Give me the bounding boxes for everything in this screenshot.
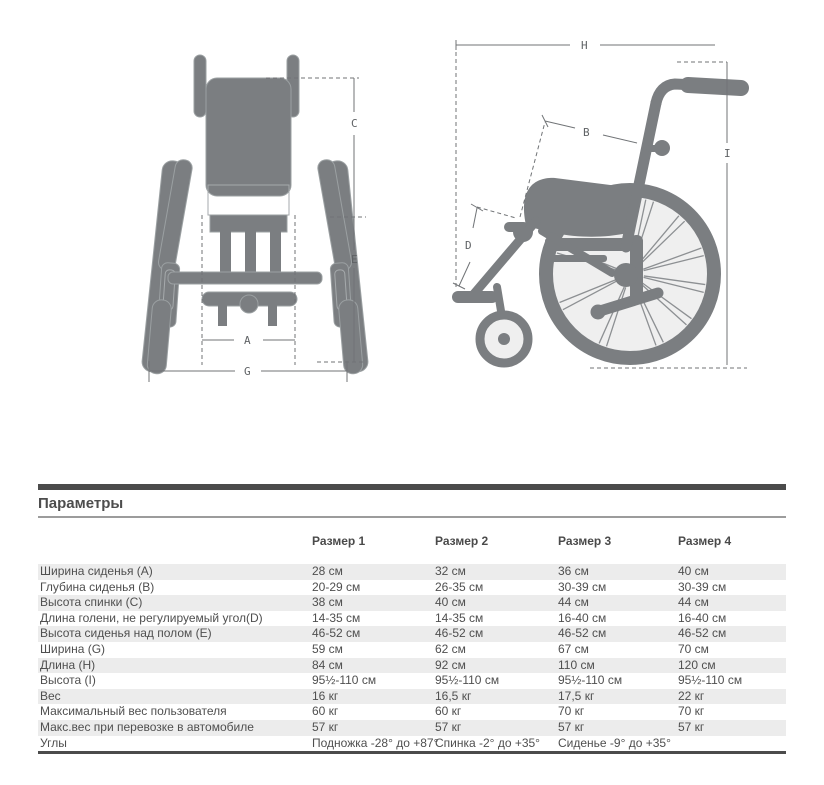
spec-row [38,689,786,705]
spec-value: Спинка -2° до +35° [435,735,540,750]
dim-label-h: H [581,39,588,52]
footplate [202,292,297,326]
spec-value: 16-40 см [678,610,727,625]
spec-row [38,564,786,580]
spec-value: 17,5 кг [558,688,595,703]
spec-value: 40 см [435,595,466,610]
seat-frame [168,228,322,284]
spec-value: 20-29 см [312,579,361,594]
size-column-header: Размер 1 [312,534,366,548]
dim-label-c: C [351,117,358,130]
spec-row-label: Длина голени, не регулируемый угол(D) [40,610,263,625]
spec-value: 38 см [312,595,343,610]
dim-label-i: I [724,147,731,160]
spec-row [38,642,786,658]
spec-row [38,720,786,736]
spec-label-header [38,518,310,564]
spec-value: 16-40 см [558,610,607,625]
spec-value: 59 см [312,641,343,656]
spec-value: 14-35 см [435,610,484,625]
spec-value: 28 см [312,564,343,578]
spec-value: 110 см [558,657,595,672]
side-view-diagram [440,35,750,385]
footrest-plate [452,291,498,303]
spec-row-label: Длина (H) [40,657,96,672]
spec-row-label: Высота сиденья над полом (E) [40,626,212,641]
spec-row-label: Углы [40,735,67,750]
spec-value: 26-35 см [435,579,484,594]
dim-label-a: A [244,334,251,347]
spec-row-label: Высота (I) [40,673,96,688]
spec-row [38,704,786,720]
seat-cushion [524,178,634,237]
spec-value: 16,5 кг [435,688,472,703]
spec-value: 70 см [678,641,709,656]
spec-row [38,611,786,627]
spec-row-label: Ширина (G) [40,641,106,656]
spec-value: 14-35 см [312,610,361,625]
spec-value: 57 кг [558,719,585,734]
size-column-header: Размер 3 [558,534,612,548]
spec-value: 32 см [435,564,466,578]
spec-value: 95½-110 см [435,673,500,688]
spec-row-label: Ширина сиденья (A) [40,564,153,578]
spec-value: 62 см [435,641,466,656]
adjust-knob [654,140,670,156]
spec-row-label: Высота спинки (C) [40,595,143,610]
backrest [206,78,291,232]
spec-row [38,595,786,611]
spec-value: 46-52 см [435,626,484,641]
spec-value: 36 см [558,564,589,578]
spec-value: Сиденье -9° до +35° [558,735,671,750]
spec-row-label: Макс.вес при перевозке в автомобиле [40,719,254,734]
spec-row-label: Глубина сиденья (B) [40,579,155,594]
spec-table-body [38,564,786,753]
spec-value: 46-52 см [678,626,727,641]
spec-row [38,580,786,596]
spec-row-label: Максимальный вес пользователя [40,704,227,719]
spec-row [38,673,786,689]
spec-value: 44 см [558,595,589,610]
spec-value: 95½-110 см [558,673,623,688]
spec-value: 30-39 см [558,579,607,594]
size-header-row [38,518,786,564]
spec-value: 92 см [435,657,466,672]
spec-value: 57 кг [435,719,462,734]
dim-label-g: G [244,365,251,378]
spec-value: Подножка -28° до +87° [312,735,439,750]
spec-value: 70 кг [678,704,705,719]
spec-value: 46-52 см [312,626,361,641]
spec-value: 46-52 см [558,626,607,641]
spec-value: 44 см [678,595,709,610]
spec-value: 95½-110 см [312,673,377,688]
spec-value: 40 см [678,564,709,578]
spec-value: 95½-110 см [678,673,743,688]
spec-value: 70 кг [558,704,585,719]
spec-row-label: Вес [40,688,61,703]
spec-value: 120 см [678,657,716,672]
spec-value: 30-39 см [678,579,727,594]
spec-value: 84 см [312,657,343,672]
dim-label-b: B [583,126,590,139]
spec-row [38,658,786,674]
front-view-diagram [130,38,380,388]
spec-row [38,626,786,642]
size-column-header: Размер 4 [678,534,732,548]
spec-value: 60 кг [312,704,339,719]
parameters-section [38,484,786,754]
spec-value: 57 кг [678,719,705,734]
spec-value: 57 кг [312,719,339,734]
spec-value: 16 кг [312,688,339,703]
size-column-header: Размер 2 [435,534,489,548]
section-title: Параметры [38,495,124,512]
spec-value: 60 кг [435,704,462,719]
dim-label-e: E [351,253,358,266]
spec-value: 67 см [558,641,589,656]
spec-value: 22 кг [678,688,705,703]
section-top-rule [38,484,786,490]
dim-label-d: D [465,239,472,252]
spec-table [38,518,786,754]
spec-value [676,736,786,753]
spec-row [38,736,786,753]
